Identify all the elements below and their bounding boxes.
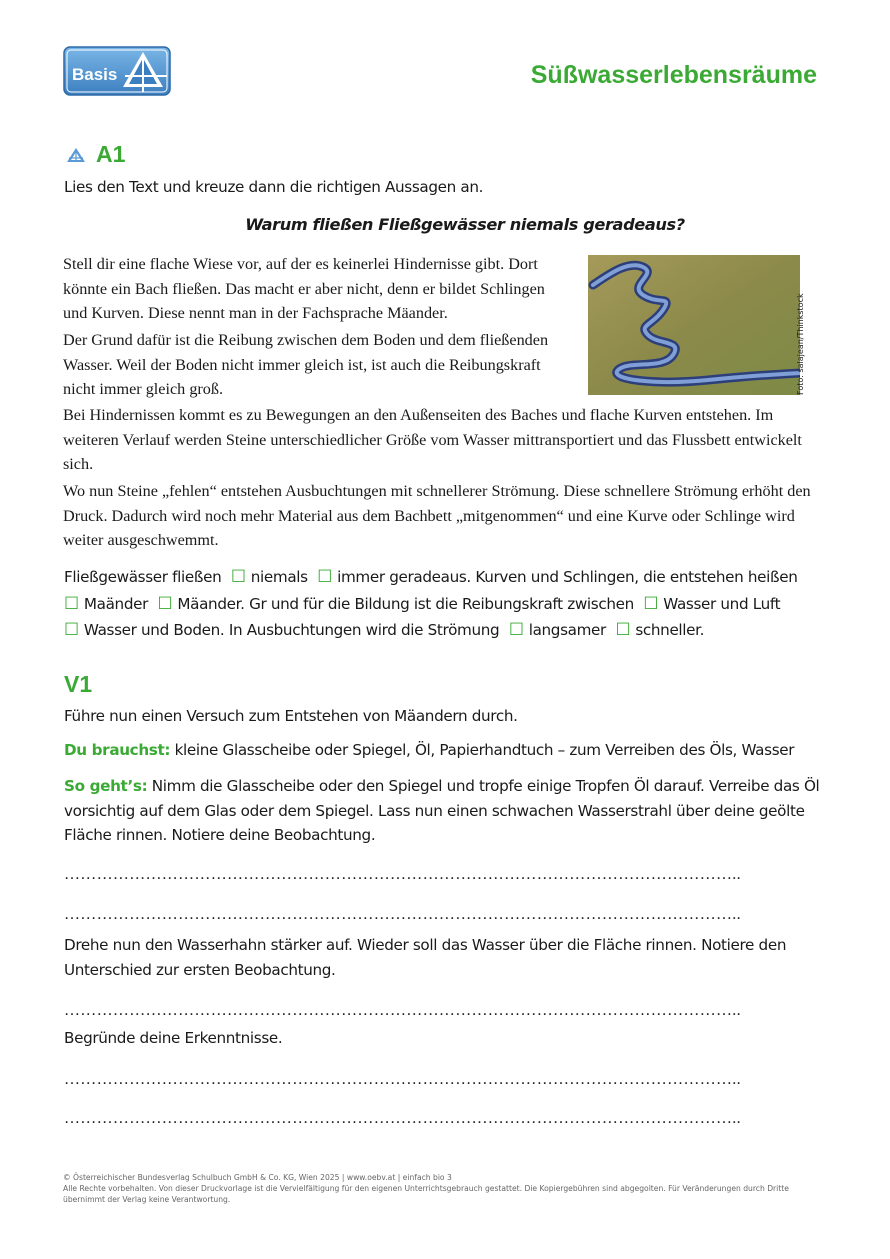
checkbox-schneller[interactable]: ☐ — [615, 620, 631, 640]
paragraph-4: Wo nun Steine „fehlen“ entstehen Ausbuchtungen mit schnellerer Strömung. Diese schnellere Strömung erhöht den Druck. Dadurch wird noch mehr Material aus dem Bachbett „mitgenommen“ und eine Kurve oder Schlinge wird weiter ausgeschwemmt. — [63, 482, 811, 549]
option-label: Wasser und Boden. In Ausbuchtungen wird die Strömung — [83, 621, 500, 639]
paragraph-1: Stell dir eine flache Wiese vor, auf der es keinerlei Hindernisse gibt. Dort könnte ein Bach fließen. Das macht er aber nicht, denn er bildet Schlingen und Kurven. Diese nennt man in der Fachsprache Mäander. — [63, 255, 545, 322]
basis-logo — [63, 46, 171, 96]
photo-credit: Foto: salajean/Thinkstock — [796, 293, 805, 395]
checkbox-maaender[interactable]: ☐ — [64, 594, 79, 614]
level-icon — [66, 147, 86, 163]
a1-title: A1 — [96, 141, 126, 167]
checkbox-immer-geradeaus[interactable]: ☐ — [317, 567, 333, 587]
option-label: Mäander. Gr und für die Bildung ist die Reibungskraft zwischen — [177, 595, 634, 613]
page-title: Süßwasserlebensräume — [530, 61, 817, 89]
meander-photo — [588, 255, 800, 395]
checkbox-wasser-und-boden[interactable]: ☐ — [64, 620, 79, 640]
procedure-text: Nimm die Glasscheibe oder den Spiegel und tropfe einige Tropfen Öl darauf. Verreibe das Öl vorsichtig auf dem Glas oder dem Spiegel. Lass nun einen schwachen Wasserstrahl über deine geölte Fläche rinnen. Notiere deine Beobachtung. — [64, 777, 820, 844]
checkbox-wasser-und-luft[interactable]: ☐ — [643, 594, 659, 614]
materials-label: Du brauchst: — [64, 741, 171, 759]
exercise-text: Fließgewässer fließen — [64, 568, 222, 586]
footer — [63, 1172, 833, 1205]
footer-copyright: © Österreichischer Bundesverlag Schulbuch GmbH & Co. KG, Wien 2025 | www.oebv.at | einfach bio 3 — [63, 1173, 452, 1182]
procedure — [64, 774, 824, 848]
checkbox-langsamer[interactable]: ☐ — [508, 620, 524, 640]
answer-line[interactable]: …………………………………………………………………………………………………………….. — [64, 906, 741, 923]
answer-line[interactable]: …………………………………………………………………………………………………………….. — [64, 1110, 741, 1127]
option-label: schneller. — [635, 621, 705, 639]
option-label: Maänder — [83, 595, 149, 613]
materials-list — [64, 741, 844, 759]
a1-heading — [66, 141, 125, 168]
logo-text: Basis — [72, 65, 118, 84]
option-label: Wasser und Luft — [663, 595, 781, 613]
v1-title: V1 — [64, 671, 93, 697]
option-label: immer geradeaus. Kurven und Schlingen, die entstehen heißen — [337, 568, 798, 586]
checkbox-niemals[interactable]: ☐ — [230, 567, 246, 587]
a1-instruction: Lies den Text und kreuze dann die richtigen Aussagen an. — [64, 178, 484, 196]
paragraph-3: Bei Hindernissen kommt es zu Bewegungen an den Außenseiten des Baches und flache Kurven entstehen. Im weiteren Verlauf werden Steine unterschiedlicher Größe vom Wasser mittransportiert und das Flussbett entwickelt sich. — [63, 406, 802, 473]
question-3: Begründe deine Erkenntnisse. — [64, 1029, 283, 1047]
option-label: langsamer — [528, 621, 606, 639]
checkbox-maeander[interactable]: ☐ — [157, 594, 173, 614]
answer-line[interactable]: …………………………………………………………………………………………………………….. — [64, 1002, 741, 1019]
text-heading: Warum fließen Fließgewässer niemals geradeaus? — [245, 215, 685, 234]
procedure-label: So geht’s: — [64, 777, 148, 795]
footer-rights: Alle Rechte vorbehalten. Von dieser Druckvorlage ist die Vervielfältigung für den eigenen Unterrichtsgebrauch gestattet. Die Kopiergebühren sind abgegolten. Für Veränderungen durch Dritte übernimmt der Verlag keine Verantwortung. — [63, 1184, 789, 1204]
exercise-line-3 — [64, 620, 704, 640]
exercise-line-1 — [64, 567, 798, 587]
option-label: niemals — [250, 568, 308, 586]
materials-text: kleine Glasscheibe oder Spiegel, Öl, Papierhandtuch – zum Verreiben des Öls, Wasser — [170, 741, 795, 759]
v1-instruction: Führe nun einen Versuch zum Entstehen von Mäandern durch. — [64, 707, 518, 725]
answer-line[interactable]: …………………………………………………………………………………………………………….. — [64, 866, 741, 883]
paragraph-2: Der Grund dafür ist die Reibung zwischen dem Boden und dem fließenden Wasser. Weil der Boden nicht immer gleich ist, ist auch die Reibungskraft nicht immer gleich groß. — [63, 331, 549, 398]
exercise-line-2 — [64, 594, 780, 614]
question-2: Drehe nun den Wasserhahn stärker auf. Wieder soll das Wasser über die Fläche rinnen. Notiere den Unterschied zur ersten Beobachtung. — [64, 936, 787, 979]
answer-line[interactable]: …………………………………………………………………………………………………………….. — [64, 1071, 741, 1088]
